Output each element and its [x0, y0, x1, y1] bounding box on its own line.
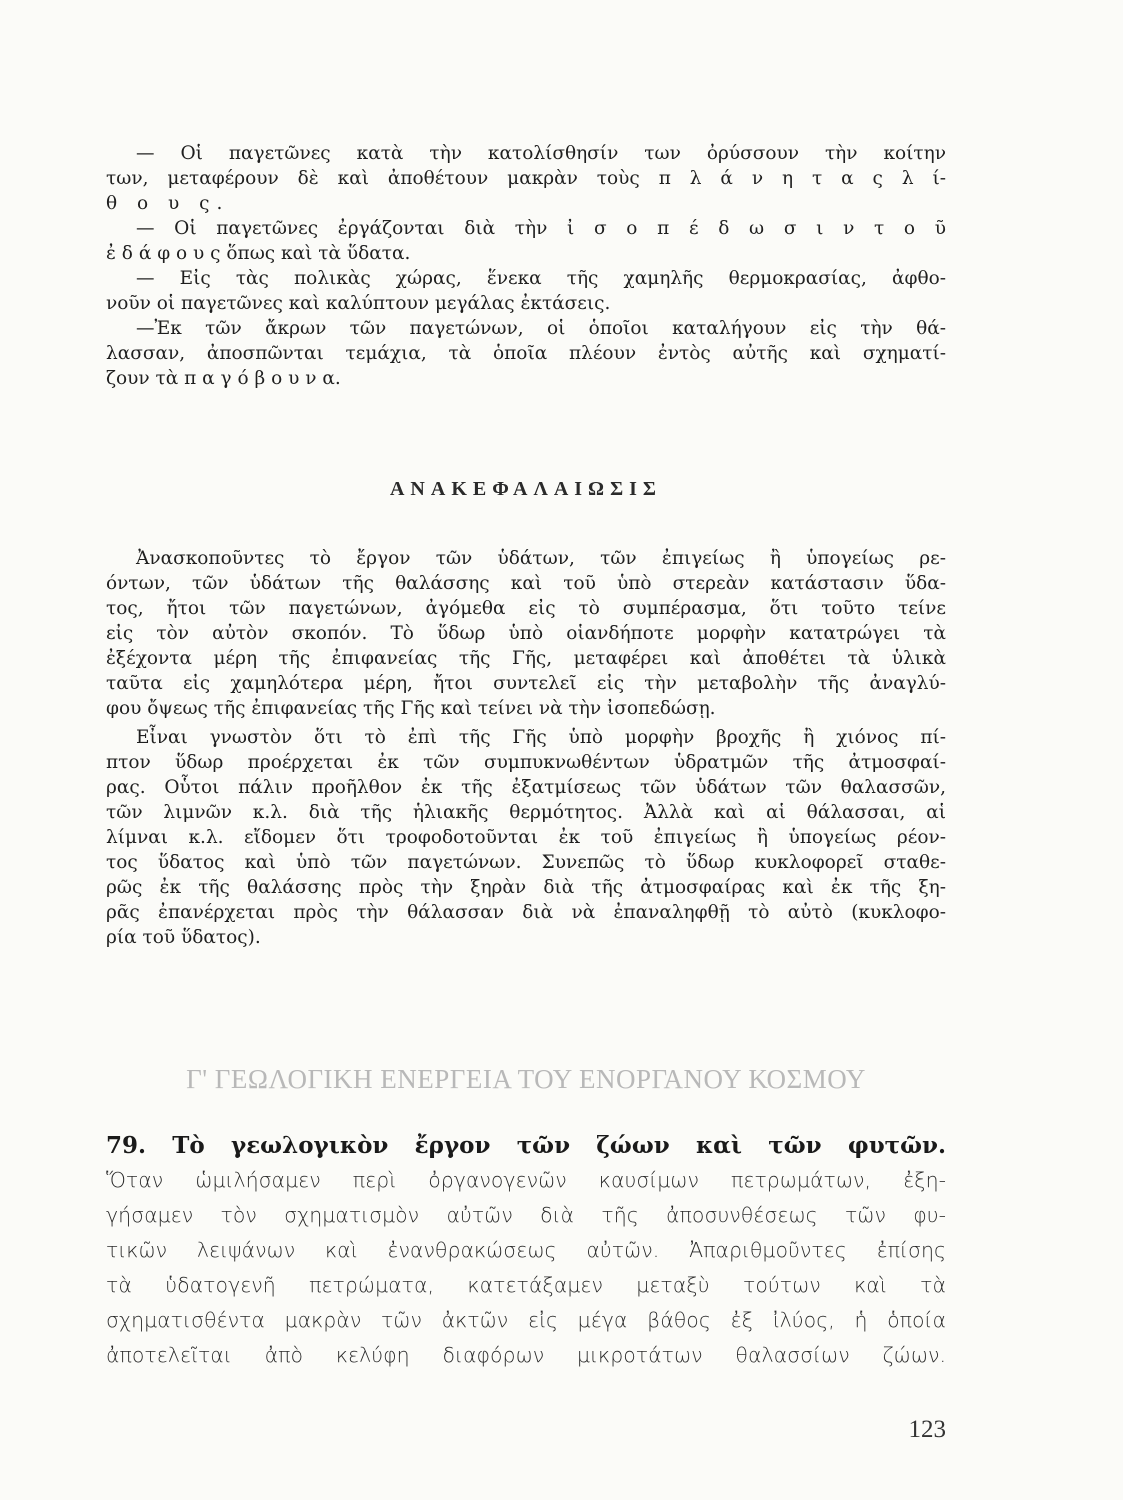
text-line: γήσαμεν τὸν σχηματισμὸν αὐτῶν διὰ τῆς ἀποσυνθέσεως τῶν φυ-	[106, 1203, 946, 1227]
text-line: Εἶναι γνωστὸν ὅτι τὸ ἐπὶ τῆς Γῆς ὑπὸ μορφὴν βροχῆς ἢ χιόνος πί-	[136, 727, 946, 748]
text-line: τος ὕδατος καὶ ὑπὸ τῶν παγετώνων. Συνεπῶς τὸ ὕδωρ κυκλοφορεῖ σταθε-	[106, 852, 946, 873]
text-line: πτον ὕδωρ προέρχεται ἐκ τῶν συμπυκνωθέντων ὑδρατμῶν τῆς ἀτμοσφαί-	[106, 752, 946, 773]
text-line: — Οἱ παγετῶνες κατὰ τὴν κατολίσθησίν των ὀρύσσουν τὴν κοίτην	[136, 143, 946, 164]
text-line: λίμναι κ.λ. εἴδομεν ὅτι τροφοδοτοῦνται ἐκ τοῦ ἐπιγείως ἢ ὑπογείως ρέον-	[106, 827, 946, 848]
text-line: θ ο υ ς.	[106, 193, 230, 214]
text-line: ζουν τὰ π α γ ό β ο υ ν α.	[106, 368, 341, 389]
text-line: φου ὄψεως τῆς ἐπιφανείας τῆς Γῆς καὶ τείνει νὰ τὴν ἰσοπεδώσῃ.	[106, 698, 716, 719]
text-line: Ὅταν ὡμιλήσαμεν περὶ ὀργανογενῶν καυσίμων πετρωμάτων, ἐξη-	[106, 1168, 946, 1192]
text-line: Ἀνασκοποῦντες τὸ ἔργον τῶν ὑδάτων, τῶν ἐπιγείως ἢ ὑπογείως ρε-	[136, 548, 946, 569]
text-line: ρᾶς ἐπανέρχεται πρὸς τὴν θάλασσαν διὰ νὰ ἐπαναληφθῇ τὸ αὐτὸ (κυκλοφο-	[106, 902, 946, 923]
text-line: σχηματισθέντα μακρὰν τῶν ἀκτῶν εἰς μέγα βάθος ἐξ ἰλύος, ἡ ὁποία	[106, 1308, 946, 1332]
text-line: των, μεταφέρουν δὲ καὶ ἀποθέτουν μακρὰν τοὺς π λ ά ν η τ α ς λ ί-	[106, 168, 946, 189]
text-line: τῶν λιμνῶν κ.λ. διὰ τῆς ἡλιακῆς θερμότητος. Ἀλλὰ καὶ αἱ θάλασσαι, αἱ	[106, 802, 946, 823]
text-line: ἐ δ ά φ ο υ ς ὅπως καὶ τὰ ὕδατα.	[106, 243, 411, 264]
text-line: λασσαν, ἀποσπῶνται τεμάχια, τὰ ὁποῖα πλέουν ἐντὸς αὐτῆς καὶ σχηματί-	[106, 343, 946, 364]
summary-heading: ΑΝΑΚΕΦΑΛΑΙΩΣΙΣ	[389, 478, 663, 500]
text-line: — Εἰς τὰς πολικὰς χώρας, ἕνεκα τῆς χαμηλῆς θερμοκρασίας, ἀφθο-	[136, 268, 946, 289]
text-line: ρία τοῦ ὕδατος).	[106, 927, 261, 948]
text-line: τικῶν λειψάνων καὶ ἐνανθρακώσεως αὐτῶν. Ἀπαριθμοῦντες ἐπίσης	[106, 1238, 946, 1262]
text-line: — Οἱ παγετῶνες ἐργάζονται διὰ τὴν ἰ σ ο π έ δ ω σ ι ν τ ο ῦ	[136, 218, 946, 239]
glacier-points	[106, 141, 946, 391]
text-line: ρας. Οὗτοι πάλιν προῆλθον ἐκ τῆς ἐξατμίσεως τῶν ὑδάτων τῶν θαλασσῶν,	[106, 777, 946, 798]
text-line: ἀποτελεῖται ἀπὸ κελύφη διαφόρων μικροτάτων θαλασσίων ζώων.	[106, 1343, 946, 1367]
section-79	[106, 1128, 946, 1373]
page-number: 123	[908, 1416, 946, 1443]
text-line: ταῦτα εἰς χαμηλότερα μέρη, ἤτοι συντελεῖ εἰς τὴν μεταβολὴν τῆς ἀναγλύ-	[106, 673, 946, 694]
text-line: τὰ ὑδατογενῆ πετρώματα, κατετάξαμεν μεταξὺ τούτων καὶ τὰ	[106, 1273, 946, 1297]
text-line: όντων, τῶν ὑδάτων τῆς θαλάσσης καὶ τοῦ ὑπὸ στερεὰν κατάστασιν ὕδα-	[106, 573, 946, 594]
text-line: τος, ἤτοι τῶν παγετώνων, ἀγόμεθα εἰς τὸ συμπέρασμα, ὅτι τοῦτο τείνε	[106, 598, 946, 619]
text-line: —Ἐκ τῶν ἄκρων τῶν παγετώνων, οἱ ὁποῖοι καταλήγουν εἰς τὴν θά-	[136, 318, 946, 339]
text-line: εἰς τὸν αὐτὸν σκοπόν. Τὸ ὕδωρ ὑπὸ οἱανδήποτε μορφὴν κατατρώγει τὰ	[106, 623, 946, 644]
chapter-title: Γ' ΓΕΩΛΟΓΙΚΗ ΕΝΕΡΓΕΙΑ ΤΟΥ ΕΝΟΡΓΑΝΟΥ ΚΟΣΜΟΥ	[186, 1064, 866, 1094]
text-line: νοῦν οἱ παγετῶνες καὶ καλύπτουν μεγάλας ἐκτάσεις.	[106, 293, 611, 314]
text-line: ἐξέχοντα μέρη τῆς ἐπιφανείας τῆς Γῆς, μεταφέρει καὶ ἀποθέτει τὰ ὑλικὰ	[106, 648, 946, 669]
summary-text	[106, 546, 946, 950]
text-line: ρῶς ἐκ τῆς θαλάσσης πρὸς τὴν ξηρὰν διὰ τῆς ἀτμοσφαίρας καὶ ἐκ τῆς ξη-	[106, 877, 946, 898]
section-title: 79. Τὸ γεωλογικὸν ἔργον τῶν ζώων καὶ τῶν φυτῶν.	[106, 1132, 946, 1159]
